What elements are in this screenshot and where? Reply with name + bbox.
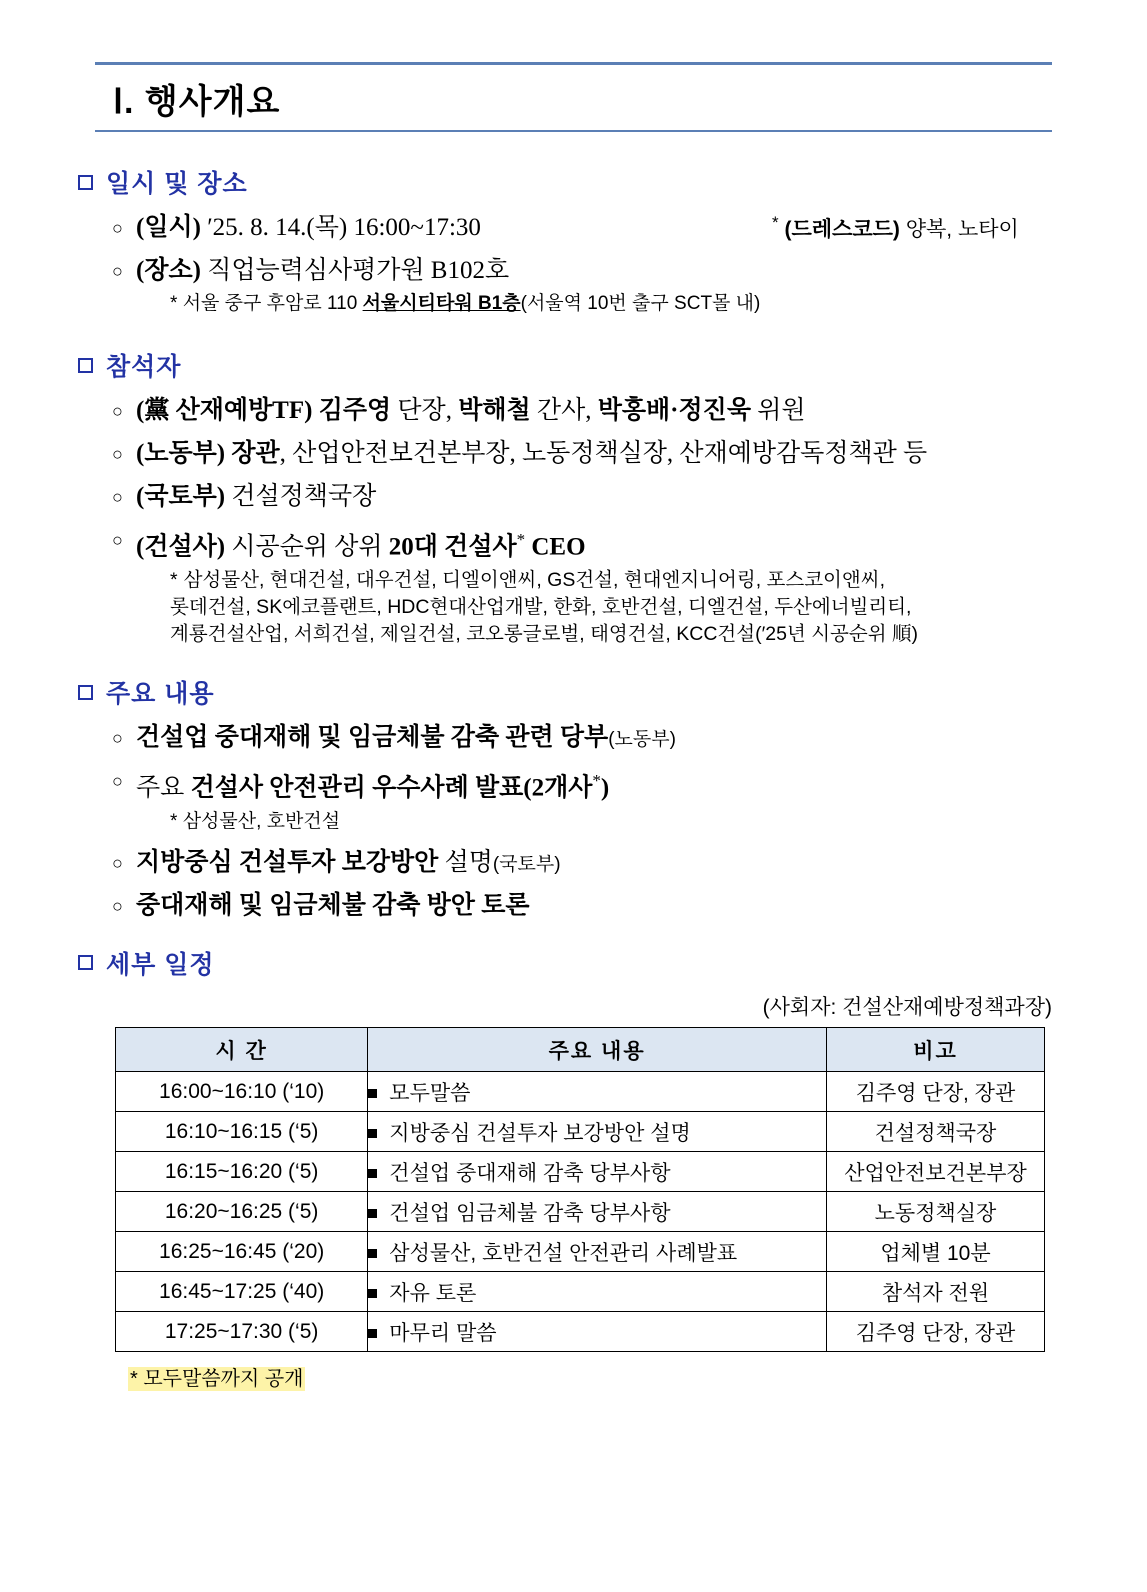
page-title: Ⅰ. 행사개요	[113, 83, 281, 121]
content-2-post: )	[600, 774, 610, 802]
place-label: (장소)	[136, 257, 201, 284]
date-value: ′25. 8. 14.(목) 16:00~17:30	[207, 214, 481, 241]
date-label: (일시)	[136, 214, 201, 241]
circle-bullet-icon: ○	[112, 487, 123, 507]
column-header-remark: 비고	[826, 1027, 1044, 1071]
cell-content-text: 지방중심 건설투자 보강방안 설명	[389, 1121, 691, 1145]
content-3-org: (국토부)	[492, 853, 561, 875]
attendee-star: *	[516, 530, 526, 549]
circle-bullet-icon: ○	[112, 530, 123, 550]
main-contents-items	[112, 723, 1147, 920]
place-note-pre: 서울 중구 후암로 110	[182, 293, 363, 314]
section-heading-schedule: 세부 일정	[78, 945, 1147, 981]
case-footnote-text: 삼성물산, 호반건설	[182, 810, 341, 832]
circle-bullet-icon: ○	[112, 728, 123, 749]
builders-footnote-line-2: 롯데건설, SK에코플랜트, HDC현대산업개발, 한화, 호반건설, 디엘건설, 두산에너빌리티,	[170, 596, 912, 619]
builders-footnote-line-1: 삼성물산, 현대건설, 대우건설, 디엘이앤씨, GS건설, 현대엔지니어링, 포스코이앤씨,	[183, 569, 885, 592]
content-2-pre: 주요	[136, 774, 191, 802]
attendee-org: (건설사)	[136, 533, 226, 561]
cell-content-text: 삼성물산, 호반건설 안전관리 사례발표	[389, 1241, 738, 1265]
cell-content	[368, 1191, 827, 1231]
table-row	[116, 1191, 1045, 1231]
table-row	[116, 1311, 1045, 1351]
list-item-attendee-tf	[112, 396, 1147, 426]
builders-footnote	[170, 567, 1147, 648]
square-bullet-icon	[78, 955, 93, 970]
cell-content	[368, 1071, 827, 1111]
circle-bullet-icon: ○	[112, 852, 123, 873]
builders-footnote-star: *	[170, 569, 178, 592]
section-schedule	[78, 945, 1147, 981]
dresscode-label: (드레스코드)	[784, 218, 900, 241]
cell-content-text: 마무리 말씀	[389, 1321, 497, 1345]
circle-bullet-icon: ○	[112, 261, 123, 281]
square-marker-icon	[368, 1329, 377, 1338]
list-item-attendee-builders	[112, 525, 1147, 562]
table-row	[116, 1271, 1045, 1311]
schedule-table	[115, 1027, 1045, 1352]
square-bullet-icon	[78, 358, 93, 373]
content-3-post: 설명	[438, 848, 493, 876]
document-title-block	[95, 62, 1052, 132]
attendee-top20: 20대 건설사	[388, 533, 517, 561]
table-row	[116, 1071, 1045, 1111]
square-marker-icon	[368, 1289, 377, 1298]
attendee-role-2: 간사,	[530, 397, 598, 424]
attendee-others: , 산업안전보건본부장, 노동정책실장, 산재예방감독정책관 등	[279, 440, 928, 467]
place-note-star: *	[170, 293, 178, 314]
square-bullet-icon	[78, 685, 93, 700]
content-2-star: *	[592, 771, 601, 791]
section-heading-attendees: 참석자	[78, 347, 1147, 383]
attendee-role-1: 단장,	[391, 397, 459, 424]
attendee-org: (黨 산재예방TF)	[136, 397, 313, 424]
place-value: 직업능력심사평가원 B102호	[207, 257, 510, 284]
cell-time: 17:25~17:30 (‘5)	[116, 1311, 368, 1351]
cell-content	[368, 1271, 827, 1311]
datetime-place-items	[112, 213, 1147, 317]
circle-bullet-icon: ○	[112, 401, 123, 421]
cell-content-text: 모두말씀	[389, 1081, 471, 1105]
content-1-text: 건설업 중대재해 및 임금체불 감축 관련 당부	[136, 724, 609, 752]
cell-remark: 김주영 단장, 장관	[826, 1071, 1044, 1111]
square-marker-icon	[368, 1169, 377, 1178]
table-header-row	[116, 1027, 1045, 1071]
list-item-content-3	[112, 848, 1147, 878]
cell-content	[368, 1231, 827, 1271]
schedule-footnote-highlight	[128, 1367, 305, 1391]
table-row	[116, 1111, 1045, 1151]
list-item-content-4	[112, 891, 1147, 921]
list-item-content-1	[112, 723, 1147, 753]
section-datetime-place	[78, 164, 1147, 317]
list-item-attendee-molab	[112, 439, 1147, 469]
dresscode-value: 양복, 노타이	[905, 218, 1019, 241]
attendee-name-2: 박해철	[458, 397, 531, 424]
title-rule-bottom	[95, 130, 1052, 132]
circle-bullet-icon: ○	[112, 218, 123, 238]
attendee-name-3: 박홍배·정진욱	[597, 397, 751, 424]
builders-footnote-line-3: 계룡건설산업, 서희건설, 제일건설, 코오롱글로벌, 태영건설, KCC건설(′25년 시공순위 順)	[170, 623, 918, 646]
circle-bullet-icon: ○	[112, 444, 123, 464]
cell-content	[368, 1151, 827, 1191]
cell-content	[368, 1311, 827, 1351]
attendee-rank-text: 시공순위 상위	[231, 533, 389, 561]
place-note-underline: 서울시티타워 B1층	[362, 293, 521, 314]
cell-remark: 김주영 단장, 장관	[826, 1311, 1044, 1351]
cell-content-text: 건설업 중대재해 감축 당부사항	[389, 1161, 671, 1185]
attendee-ceo: CEO	[525, 533, 586, 561]
square-bullet-icon	[78, 175, 93, 190]
content-1-org: (노동부)	[608, 729, 676, 751]
place-note-post: (서울역 10번 출구 SCT몰 내)	[520, 293, 761, 314]
column-header-content: 주요 내용	[368, 1027, 827, 1071]
content-3-text: 지방중심 건설투자 보강방안	[136, 848, 439, 876]
place-address-note	[170, 290, 1147, 317]
column-header-time: 시 간	[116, 1027, 368, 1071]
document-page	[0, 62, 1147, 1592]
attendee-role-3: 위원	[750, 397, 806, 424]
list-item-date	[112, 213, 1147, 243]
cell-content	[368, 1111, 827, 1151]
content-4-text: 중대재해 및 임금체불 감축 방안 토론	[136, 891, 530, 919]
cell-remark: 참석자 전원	[826, 1271, 1044, 1311]
table-row	[116, 1231, 1045, 1271]
cell-time: 16:20~16:25 (‘5)	[116, 1191, 368, 1231]
square-marker-icon	[368, 1209, 377, 1218]
square-marker-icon	[368, 1249, 377, 1258]
cell-time: 16:45~17:25 (‘40)	[116, 1271, 368, 1311]
square-marker-icon	[368, 1129, 377, 1138]
list-item-place	[112, 256, 1147, 286]
attendee-org: (노동부)	[136, 440, 226, 467]
circle-bullet-icon: ○	[112, 895, 123, 916]
cell-remark: 산업안전보건본부장	[826, 1151, 1044, 1191]
cell-remark: 건설정책국장	[826, 1111, 1044, 1151]
attendee-name-1: 김주영	[318, 397, 392, 424]
list-item-attendee-molit	[112, 482, 1147, 512]
table-row	[116, 1151, 1045, 1191]
section-heading-main-contents: 주요 내용	[78, 674, 1147, 710]
case-footnote-star: *	[170, 810, 178, 832]
cell-time: 16:15~16:20 (‘5)	[116, 1151, 368, 1191]
circle-bullet-icon: ○	[112, 771, 123, 792]
schedule-footnote-text: 모두말씀까지 공개	[143, 1367, 304, 1390]
section-main-contents	[78, 674, 1147, 920]
section-heading-datetime-place: 일시 및 장소	[78, 164, 1147, 200]
cell-remark: 업체별 10분	[826, 1231, 1044, 1271]
attendee-position: 건설정책국장	[231, 483, 377, 510]
schedule-moderator-caption: (사회자: 건설산재예방정책과장)	[762, 995, 1052, 1019]
attendee-org: (국토부)	[136, 483, 226, 510]
dresscode-star: *	[772, 213, 779, 232]
cell-content-text: 자유 토론	[389, 1281, 477, 1305]
content-2-text: 건설사 안전관리 우수사례 발표(2개사	[190, 774, 593, 802]
cell-content-text: 건설업 임금체불 감축 당부사항	[389, 1201, 671, 1225]
cell-time: 16:25~16:45 (‘20)	[116, 1231, 368, 1271]
attendees-items	[112, 396, 1147, 648]
list-item-content-2	[112, 766, 1147, 803]
schedule-footnote-star: *	[130, 1367, 138, 1390]
schedule-footnote	[128, 1362, 305, 1391]
cell-time: 16:00~16:10 (‘10)	[116, 1071, 368, 1111]
section-attendees	[78, 347, 1147, 648]
square-marker-icon	[368, 1089, 377, 1098]
dresscode-note	[772, 213, 1019, 243]
attendee-minister: 장관	[231, 440, 280, 467]
case-footnote	[170, 808, 1147, 835]
cell-remark: 노동정책실장	[826, 1191, 1044, 1231]
cell-time: 16:10~16:15 (‘5)	[116, 1111, 368, 1151]
